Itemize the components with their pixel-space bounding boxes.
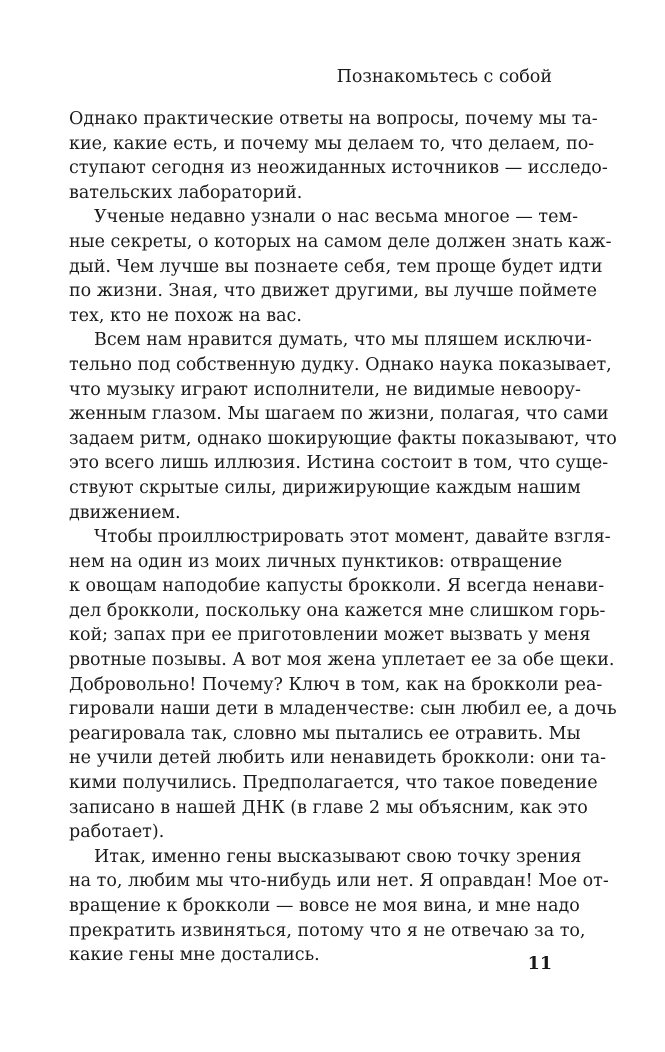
text-line: прекратить извиняться, потому что я не отвечаю за то, [69, 920, 586, 941]
text-line: работает). [69, 822, 165, 843]
page-number: 11 [527, 954, 552, 974]
text-line: Ученые недавно узнали о нас весьма многое — тем- [94, 207, 578, 228]
text-line: к овощам наподобие капусты брокколи. Я всегда ненави- [69, 576, 605, 597]
text-line: нем на один из моих личных пунктиков: отвращение [69, 551, 563, 572]
text-line: на то, любим мы что-нибудь или нет. Я оправдан! Мое от- [69, 871, 609, 892]
text-line: это всего лишь иллюзия. Истина состоит в том, что суще- [69, 453, 609, 474]
text-line: не учили детей любить или ненавидеть брокколи: они та- [69, 748, 607, 769]
text-line: что музыку играют исполнители, не видимые невоору- [69, 379, 581, 400]
text-line: движением. [69, 502, 181, 523]
paragraph-5 [69, 845, 609, 968]
text-line: ствуют скрытые силы, дирижирующие каждым нашим [69, 477, 581, 498]
text-line: кими получились. Предполагается, что такое поведение [69, 773, 598, 794]
body-text [69, 107, 617, 968]
text-line: записано в нашей ДНК (в главе 2 мы объясним, как это [69, 797, 588, 818]
text-line: дел брокколи, поскольку она кажется мне слишком горь- [69, 600, 606, 621]
text-line: вательских лабораторий. [69, 182, 303, 203]
paragraph-3 [69, 328, 617, 525]
text-line: женным глазом. Мы шагаем по жизни, полагая, что сами [69, 404, 609, 425]
text-line: какие гены мне достались. [69, 945, 320, 966]
text-line: Добровольно! Почему? Ключ в том, как на брокколи реа- [69, 674, 603, 695]
text-line: кие, какие есть, и почему мы делаем то, что делаем, по- [69, 133, 595, 154]
text-line: кой; запах при ее приготовлении может вызвать у меня [69, 625, 591, 646]
text-line: Итак, именно гены высказывают свою точку зрения [94, 846, 582, 867]
text-line: задаем ритм, однако шокирующие факты показывают, что [69, 428, 617, 449]
text-line: гировали наши дети в младенчестве: сын любил ее, а дочь [69, 699, 617, 720]
text-line: реагировала так, словно мы пытались ее отравить. Мы [69, 723, 581, 744]
text-line: тех, кто не похож на вас. [69, 305, 302, 326]
text-line: Однако практические ответы на вопросы, почему мы та- [69, 109, 598, 129]
paragraph-4 [69, 525, 617, 845]
text-line: по жизни. Зная, что движет другими, вы лучше поймете [69, 281, 597, 302]
text-line: Всем нам нравится думать, что мы пляшем исключи- [94, 330, 592, 351]
text-line: дый. Чем лучше вы познаете себя, тем проще будет идти [69, 256, 603, 277]
text-line: ступают сегодня из неожиданных источников — исследо- [69, 158, 608, 179]
paragraph-1 [69, 107, 608, 205]
text-line: рвотные позывы. А вот моя жена уплетает ее за обе щеки. [69, 650, 615, 671]
paragraph-2 [69, 205, 612, 328]
running-head: Познакомьтесь с собой [336, 67, 552, 87]
text-line: вращение к брокколи — вовсе не моя вина, и мне надо [69, 896, 580, 916]
text-line: тельно под собственную дудку. Однако наука показывает, [69, 354, 612, 375]
text-line: Чтобы проиллюстрировать этот момент, давайте взгля- [94, 527, 611, 548]
text-line: ные секреты, о которых на самом деле должен знать каж- [69, 231, 612, 252]
